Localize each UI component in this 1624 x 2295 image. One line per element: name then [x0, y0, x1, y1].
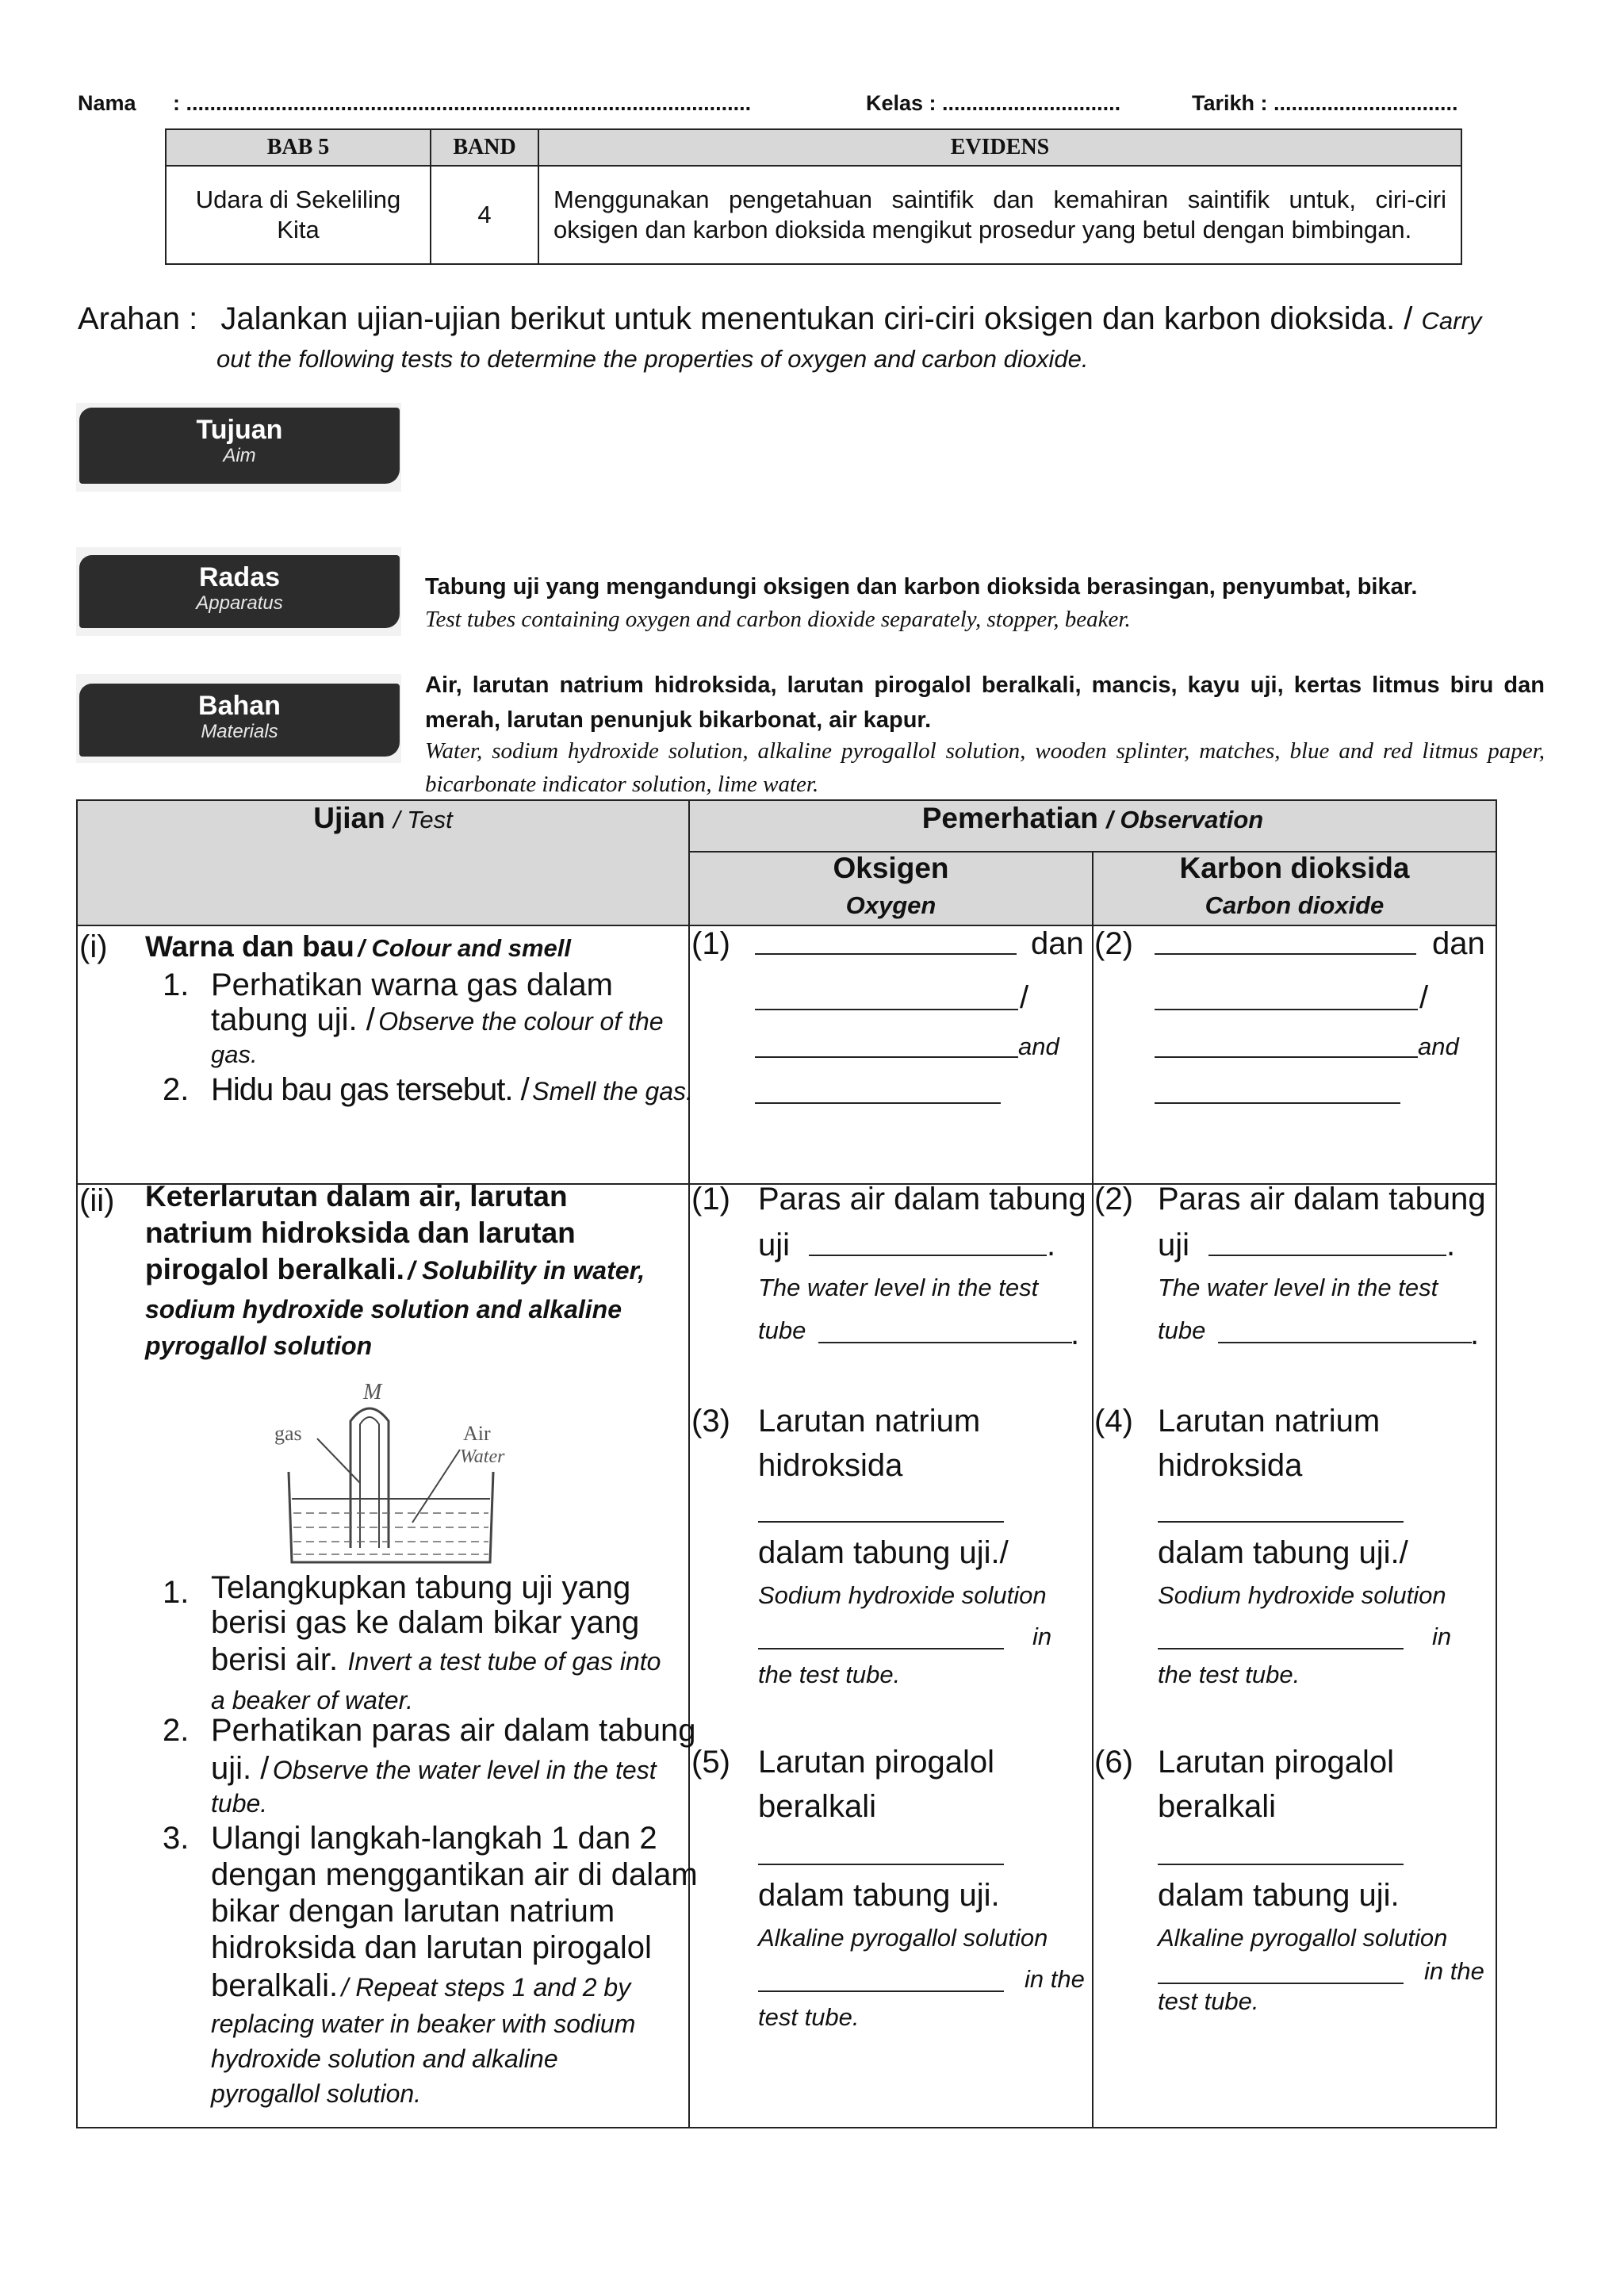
row1-co2-dan: dan [1432, 926, 1485, 961]
row2-title-3-text: pirogalol beralkali. [145, 1253, 404, 1285]
row2-step2-num: 2. [163, 1713, 190, 1748]
nama-field[interactable]: : ............................................................................................... [173, 91, 752, 115]
row2-co2-4-num: (4) [1094, 1404, 1133, 1439]
band-table [165, 128, 1462, 265]
row2-oxygen-3-en-blank[interactable] [758, 1648, 1004, 1649]
row2-oxygen-3-en-a: Sodium hydroxide solution [758, 1581, 1047, 1609]
diagram-label-air: Air [463, 1422, 491, 1445]
row2-co2-4-en-blank[interactable] [1158, 1648, 1404, 1649]
row2-title-3 [145, 1251, 645, 1294]
row2-oxygen-5-en-a: Alkaline pyrogallol solution [758, 1924, 1048, 1952]
row2-step2-a: Perhatikan paras air dalam tabung [211, 1713, 696, 1748]
row2-co2-6-en-a: Alkaline pyrogallol solution [1158, 1924, 1448, 1952]
row2-oxygen-1-en-a: The water level in the test [758, 1274, 1039, 1301]
header-obs-en: / Observation [1106, 806, 1264, 833]
band-bab-value: Udara di Sekeliling Kita [166, 166, 431, 264]
row2-step1-b: berisi gas ke dalam bikar yang [211, 1605, 640, 1640]
radas-text-en: Test tubes containing oxygen and carbon dioxide separately, stopper, beaker. [425, 607, 1131, 632]
row1-step2-text: Hidu bau gas tersebut. / [211, 1072, 529, 1107]
header-test-label: Ujian [313, 802, 385, 834]
row2-co2-6-a: Larutan pirogalol [1158, 1745, 1394, 1780]
row2-co2-4-blank[interactable] [1158, 1521, 1404, 1523]
band-header-evidens: EVIDENS [538, 129, 1461, 166]
row2-step3-c: bikar dengan larutan natrium [211, 1894, 615, 1929]
row2-co2-4-c: dalam tabung uji./ [1158, 1535, 1408, 1570]
row2-co2-4-a: Larutan natrium [1158, 1404, 1381, 1439]
row2-co2-2-b: uji [1158, 1228, 1190, 1262]
row2-oxygen-5-en-in: in the [1025, 1965, 1085, 1993]
row2-step2-c: tube. [211, 1789, 268, 1818]
row1-oxygen-blank-3[interactable] [755, 1056, 1018, 1058]
band-header-band: BAND [431, 129, 538, 166]
arahan-label: Arahan : [78, 301, 198, 336]
table-border-left [76, 799, 78, 2128]
row2-co2-4-en-a: Sodium hydroxide solution [1158, 1581, 1446, 1609]
row2-co2-2-blank[interactable] [1208, 1255, 1446, 1256]
row2-oxygen-3-num: (3) [691, 1404, 730, 1439]
arahan-english-1: Carry [1421, 307, 1482, 335]
row2-oxygen-3-en-in: in [1032, 1623, 1052, 1650]
row2-oxygen-1-en-b: tube [758, 1316, 806, 1344]
row2-co2-4-en-b: the test tube. [1158, 1661, 1300, 1688]
row1-step1-num: 1. [163, 967, 190, 1002]
row2-co2-4-en-in: in [1432, 1623, 1452, 1650]
row1-co2-slash: / [1419, 980, 1429, 1015]
header-oxygen-en: Oxygen [845, 891, 936, 919]
row2-oxygen-5-en-blank[interactable] [758, 1990, 1004, 1992]
row2-step3-num: 3. [163, 1821, 190, 1856]
row1-oxygen-and: and [1018, 1033, 1059, 1060]
bahan-text-en: Water, sodium hydroxide solution, alkaline pyrogallol solution, wooden splinter, matches, blue and red litmus paper, bicarbonate indicator solution, lime water. [425, 738, 1545, 797]
row2-oxygen-5-blank[interactable] [758, 1864, 1004, 1865]
bahan-sub: Materials [201, 721, 278, 742]
row2-step3-h: pyrogallol solution. [211, 2079, 422, 2108]
tujuan-sub: Aim [223, 445, 256, 466]
table-divider-test [688, 799, 690, 2128]
radas-title: Radas [198, 562, 281, 592]
row2-oxygen-1-a: Paras air dalam tabung [758, 1182, 1086, 1216]
row2-step3-a: Ulangi langkah-langkah 1 dan 2 [211, 1821, 657, 1856]
row2-step1-d: a beaker of water. [211, 1686, 413, 1715]
row2-co2-2-a: Paras air dalam tabung [1158, 1182, 1486, 1216]
row2-step3-e-text: beralkali. [211, 1968, 339, 2003]
row2-oxygen-3-blank[interactable] [758, 1521, 1004, 1523]
row1-oxygen-blank-1[interactable] [755, 953, 1017, 955]
row2-step1-a: Telangkupkan tabung uji yang [211, 1570, 631, 1605]
arahan-english-2: out the following tests to determine the properties of oxygen and carbon dioxide. [216, 345, 1089, 373]
row2-oxygen-5-en-b: test tube. [758, 2003, 860, 2031]
tarikh-field[interactable]: Tarikh : ............................... [1192, 91, 1458, 115]
header-co2-label: Karbon dioksida [1179, 852, 1410, 884]
band-header-bab: BAB 5 [166, 129, 431, 166]
diagram-beaker [289, 1472, 493, 1562]
diagram-test-tube-inner [360, 1417, 379, 1548]
row2-co2-6-en-in: in the [1424, 1957, 1484, 1985]
row1-co2-and: and [1418, 1033, 1459, 1060]
row1-title-en: / Colour and smell [358, 934, 571, 962]
row2-oxygen-5-c: dalam tabung uji. [758, 1878, 1000, 1913]
row1-oxygen-blank-4[interactable] [755, 1102, 1001, 1104]
row2-co2-4-b: hidroksida [1158, 1448, 1303, 1483]
row2-step2-b-en: Observe the water level in the test [272, 1756, 657, 1784]
row2-oxygen-5-a: Larutan pirogalol [758, 1745, 994, 1780]
row2-co2-2-en-a: The water level in the test [1158, 1274, 1438, 1301]
row2-step3-d: hidroksida dan larutan pirogalol [211, 1930, 652, 1965]
row2-title-5: pyrogallol solution [145, 1331, 373, 1360]
row2-title-2: natrium hidroksida dan larutan [145, 1216, 576, 1249]
tujuan-banner [79, 408, 400, 484]
table-divider-obs [1092, 851, 1094, 2128]
diagram-pointer-gas [317, 1439, 360, 1483]
header-obs-label: Pemerhatian [921, 802, 1098, 834]
diagram-label-m: M [363, 1380, 382, 1404]
row2-co2-6-en-b: test tube. [1158, 1987, 1259, 2015]
row2-oxygen-1-b: uji [758, 1228, 791, 1262]
row2-step1-c-text: berisi air. [211, 1642, 339, 1677]
tujuan-title: Tujuan [196, 415, 283, 445]
row2-co2-6-c: dalam tabung uji. [1158, 1878, 1400, 1913]
row2-oxygen-3-a: Larutan natrium [758, 1404, 981, 1439]
arahan-malay: Jalankan ujian-ujian berikut untuk menentukan ciri-ciri oksigen dan karbon dioksida. / [220, 301, 1413, 336]
header-co2-en: Carbon dioxide [1205, 891, 1385, 919]
header-oxygen [690, 849, 1092, 923]
row2-step3-g: hydroxide solution and alkaline [211, 2044, 558, 2073]
row1-step2-num: 2. [163, 1072, 190, 1107]
row1-title-label: Warna dan bau [145, 930, 354, 963]
row1-step2 [211, 1067, 693, 1119]
row1-co2-blank-2[interactable] [1155, 1009, 1418, 1010]
row2-step3-b: dengan menggantikan air di dalam [211, 1857, 698, 1892]
row2-step2-b-text: uji. / [211, 1751, 270, 1786]
row2-co2-6-b: beralkali [1158, 1789, 1276, 1824]
row2-step1-c-en: Invert a test tube of gas into [347, 1647, 661, 1676]
beaker-diagram [262, 1372, 523, 1572]
bahan-title: Bahan [198, 691, 281, 721]
radas-banner [79, 555, 400, 628]
row2-title-4: sodium hydroxide solution and alkaline [145, 1295, 622, 1324]
row2-step3-e [211, 1968, 630, 2010]
header-oxygen-label: Oksigen [833, 852, 949, 884]
row2-step3-e-en: / Repeat steps 1 and 2 by [341, 1973, 631, 2002]
diagram-label-water: Water [460, 1446, 505, 1467]
row2-title-3-en: / Solubility in water, [408, 1256, 645, 1285]
row1-step2-en: Smell the gas. [532, 1077, 693, 1105]
row2-co2-2-en-b: tube [1158, 1316, 1206, 1344]
row2-oxygen-1-en-blank[interactable] [818, 1342, 1072, 1343]
row1-co2-blank-1[interactable] [1155, 953, 1416, 955]
band-evidens-value: Menggunakan pengetahuan saintifik dan kemahiran saintifik untuk, ciri-ciri oksigen dan karbon dioksida mengikut prosedur yang betul dengan bimbingan. [538, 166, 1461, 264]
row1-co2-blank-3[interactable] [1155, 1056, 1418, 1058]
diagram-label-gas: gas [274, 1422, 302, 1445]
row1-co2-num: (2) [1094, 926, 1133, 961]
header-test [78, 796, 688, 842]
row1-num: (i) [79, 929, 108, 964]
row2-oxygen-1-num: (1) [691, 1182, 730, 1216]
row2-co2-2-num: (2) [1094, 1182, 1133, 1216]
row1-oxygen-blank-2[interactable] [755, 1009, 1018, 1010]
row1-step1-b [211, 998, 664, 1049]
row1-oxygen-slash: / [1020, 980, 1029, 1015]
bahan-text: Air, larutan natrium hidroksida, larutan pirogalol beralkali, mancis, kayu uji, kertas litmus biru dan merah, larutan penunjuk bikarbonat, air kapur. [425, 672, 1545, 733]
table-border-right [1496, 799, 1497, 2128]
header-obs [690, 796, 1496, 842]
row2-step3-f: replacing water in beaker with sodium [211, 2010, 636, 2038]
row2-oxygen-3-c: dalam tabung uji./ [758, 1535, 1009, 1570]
row2-step2-b [211, 1751, 657, 1793]
row1-step1-b-en: Observe the colour of the [378, 1007, 664, 1036]
table-border-bottom [76, 2127, 1497, 2128]
row1-co2-blank-4[interactable] [1155, 1102, 1400, 1104]
row2-oxygen-1-blank[interactable] [809, 1255, 1047, 1256]
row1-step1-b-text: tabung uji. / [211, 1002, 375, 1037]
row2-oxygen-5-num: (5) [691, 1745, 730, 1780]
radas-sub: Apparatus [196, 592, 283, 614]
row2-step1-num: 1. [163, 1575, 190, 1610]
row2-co2-2-en-blank[interactable] [1218, 1342, 1472, 1343]
row2-title-1: Keterlarutan dalam air, larutan [145, 1180, 568, 1213]
row1-oxygen-num: (1) [691, 926, 730, 961]
row2-step1-c [211, 1642, 661, 1685]
band-band-value: 4 [431, 166, 538, 264]
header-co2 [1094, 849, 1496, 923]
row2-co2-6-blank[interactable] [1158, 1864, 1404, 1865]
row1-step1-a: Perhatikan warna gas dalam [211, 967, 613, 1002]
radas-text: Tabung uji yang mengandungi oksigen dan karbon dioksida berasingan, penyumbat, bikar. [425, 574, 1418, 600]
row2-oxygen-3-en-b: the test tube. [758, 1661, 901, 1688]
row2-oxygen-3-b: hidroksida [758, 1448, 903, 1483]
diagram-pointer-water [412, 1450, 460, 1523]
row2-oxygen-5-b: beralkali [758, 1789, 876, 1824]
row2-num: (ii) [79, 1183, 115, 1218]
row1-step1-c: gas. [211, 1040, 258, 1068]
row1-oxygen-dan: dan [1031, 926, 1084, 961]
bahan-banner [79, 684, 400, 757]
row2-co2-6-num: (6) [1094, 1745, 1133, 1780]
nama-label: Nama [78, 91, 136, 115]
kelas-field[interactable]: Kelas : .............................. [866, 91, 1121, 115]
header-test-en: / Test [393, 806, 453, 833]
arahan [78, 301, 1481, 337]
